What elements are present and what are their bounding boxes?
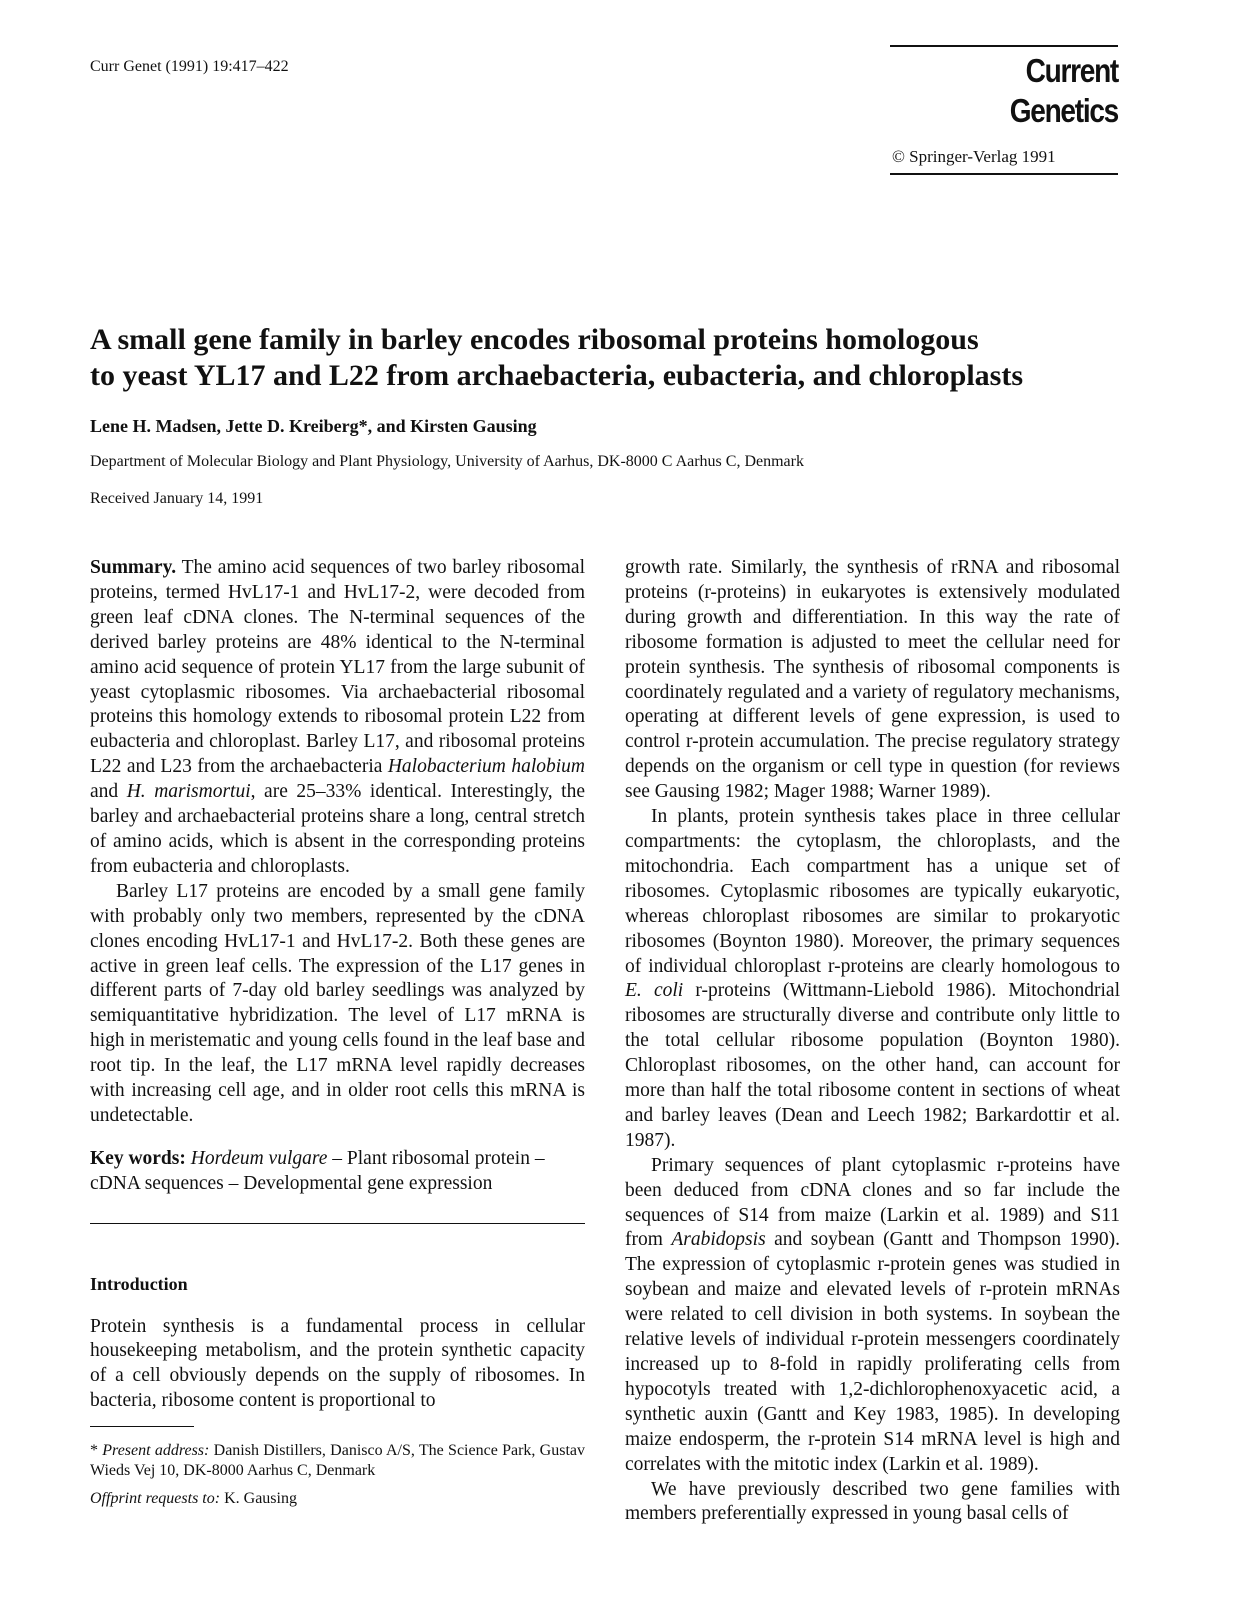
article-title [90, 322, 1150, 394]
introduction-continued [625, 556, 1120, 1527]
masthead-rule-top [890, 45, 1118, 47]
footnote-offprint-requests [90, 1489, 585, 1509]
paragraph [90, 556, 585, 880]
keywords [90, 1147, 585, 1197]
italic-text: Hordeum vulgare [190, 1147, 328, 1169]
italic-text: Halobacterium halobium [387, 756, 585, 778]
text-run: – Plant ribosomal protein – cDNA sequences – Developmental gene expression [90, 1147, 545, 1194]
text-run: We have previously described two gene families with members preferentially expressed in young basal cells of [625, 1478, 1120, 1525]
journal-masthead [890, 45, 1118, 175]
right-column [625, 556, 1120, 1527]
authors: Lene H. Madsen, Jette D. Kreiberg*, and Kirsten Gausing [90, 416, 537, 436]
journal-name: Current Genetics [1009, 52, 1118, 129]
footnote-divider [90, 1426, 194, 1427]
italic-text: Present address: [102, 1442, 210, 1460]
text-run: growth rate. Similarly, the synthesis of rRNA and ribosomal proteins (r-proteins) in eukaryotes is extensively modulated during growth and differentiation. In this way the rate of ribosome formation is adjusted to meet the cellular need for protein synthesis. The synthesis of ribosomal components is coordinately regulated and a variety of regulatory mechanisms, operating at different levels of gene expression, is used to control r-protein accumulation. The precise regulatory strategy depends on the organism or cell type in question (for reviews see Gausing 1982; Mager 1988; Warner 1989). [625, 557, 1120, 803]
paragraph [90, 1315, 585, 1415]
text-run: and [90, 781, 127, 803]
affiliation: Department of Molecular Biology and Plant Physiology, University of Aarhus, DK-8000 C Aarhus C, Denmark [90, 453, 804, 470]
italic-text: Arabidopsis [671, 1229, 766, 1251]
text-run: r-proteins (Wittmann-Liebold 1986). Mitochondrial ribosomes are structurally diverse and contribute only little to the total cellular ribosome population (Boynton 1980). Chloroplast ribosomes, on the other hand, can account for more than half the total ribosome content in sections of wheat and barley leaves (Dean and Leech 1982; Barkardottir et al. 1987). [625, 980, 1120, 1151]
run-in-heading: Key words: [90, 1147, 186, 1169]
text-run: Protein synthesis is a fundamental process in cellular housekeeping metabolism, and the protein synthetic capacity of a cell obviously depends on the supply of ribosomes. In bacteria, ribosome content is proportional to [90, 1315, 585, 1412]
italic-text: H. marismortui [126, 781, 251, 803]
run-in-heading: Summary. [90, 557, 177, 578]
italic-text: Offprint requests to: [90, 1490, 221, 1508]
masthead-rule-bottom [890, 173, 1118, 175]
text-run: K. Gausing [220, 1490, 297, 1508]
paragraph [90, 880, 585, 1129]
italic-text: E. coli [625, 980, 684, 1002]
text-run: Danish Distillers, Danisco A/S, The Science Park, Gustav Wieds Vej 10, DK-8000 Aarhus C, Denmark [90, 1442, 586, 1480]
received-date: Received January 14, 1991 [90, 490, 264, 507]
text-run: and soybean (Gantt and Thompson 1990). The expression of cytoplasmic r-protein genes was studied in soybean and maize and elevated levels of r-protein mRNAs were related to cell division in both systems. In soybean the relative levels of individual r-protein messengers coordinately increased up to 8-fold in rapidly proliferating cells from hypocotyls treated with 1,2-dichlorophenoxyacetic acid, a synthetic auxin (Gantt and Key 1983, 1985). In developing maize endosperm, the r-protein S14 mRNA level is high and correlates with the mitotic index (Larkin et al. 1989). [625, 1229, 1120, 1475]
introduction-heading: Introduction [90, 1273, 188, 1294]
citation: Curr Genet (1991) 19:417–422 [90, 58, 289, 75]
paragraph [625, 1478, 1120, 1528]
paragraph [625, 556, 1120, 805]
title-line-2: to yeast YL17 and L22 from archaebacteria, eubacteria, and chloroplasts [90, 359, 1024, 392]
text-run: , are 25–33% identical. Interestingly, the barley and archaebacterial proteins share a long, central stretch of amino acids, which is absent in the corresponding proteins from eubacteria and chloroplasts. [90, 781, 586, 877]
title-line-1: A small gene family in barley encodes ribosomal proteins homologous [90, 323, 979, 356]
publisher: © Springer-Verlag 1991 [892, 147, 1056, 166]
footnote-present-address [90, 1441, 585, 1481]
paragraph [625, 1154, 1120, 1478]
text-run: Barley L17 proteins are encoded by a small gene family with probably only two members, represented by the cDNA clones encoding HvL17-1 and HvL17-2. Both these genes are active in green leaf cells. The expression of the L17 genes in different parts of 7-day old barley seedlings was analyzed by semiquantitative hybridization. The level of L17 mRNA is high in meristematic and young cells found in the leaf base and root tip. In the leaf, the L17 mRNA level rapidly decreases with increasing cell age, and in older root cells this mRNA is undetectable. [90, 880, 585, 1126]
text-run: Primary sequences of plant cytoplasmic r-proteins have been deduced from cDNA clones and so far include the sequences of S14 from maize (Larkin et al. 1989) and S11 from [625, 1154, 1120, 1251]
summary [90, 556, 585, 1129]
text-run: The amino acid sequences of two barley ribosomal proteins, termed HvL17-1 and HvL17-2, were decoded from green leaf cDNA clones. The N-terminal sequences of the derived barley proteins are 48% identical to the N-terminal amino acid sequence of protein YL17 from the large subunit of yeast cytoplasmic ribosomes. Via archaebacterial ribosomal proteins this homology extends to ribosomal protein L22 from eubacteria and chloroplast. Barley L17, and ribosomal proteins L22 and L23 from the archaebacteria [90, 557, 585, 778]
paragraph [625, 805, 1120, 1154]
text-run: In plants, protein synthesis takes place in three cellular compartments: the cytoplasm, the chloroplasts, and the mitochondria. Each compartment has a unique set of ribosomes. Cytoplasmic ribosomes are typically eukaryotic, whereas chloroplast ribosomes are similar to prokaryotic ribosomes (Boynton 1980). Moreover, the primary sequences of individual chloroplast r-proteins are clearly homologous to [625, 806, 1120, 977]
left-column [90, 556, 585, 1517]
text-run: * [90, 1442, 103, 1460]
section-divider [90, 1223, 585, 1224]
introduction-body [90, 1315, 585, 1415]
footnotes [90, 1441, 585, 1509]
